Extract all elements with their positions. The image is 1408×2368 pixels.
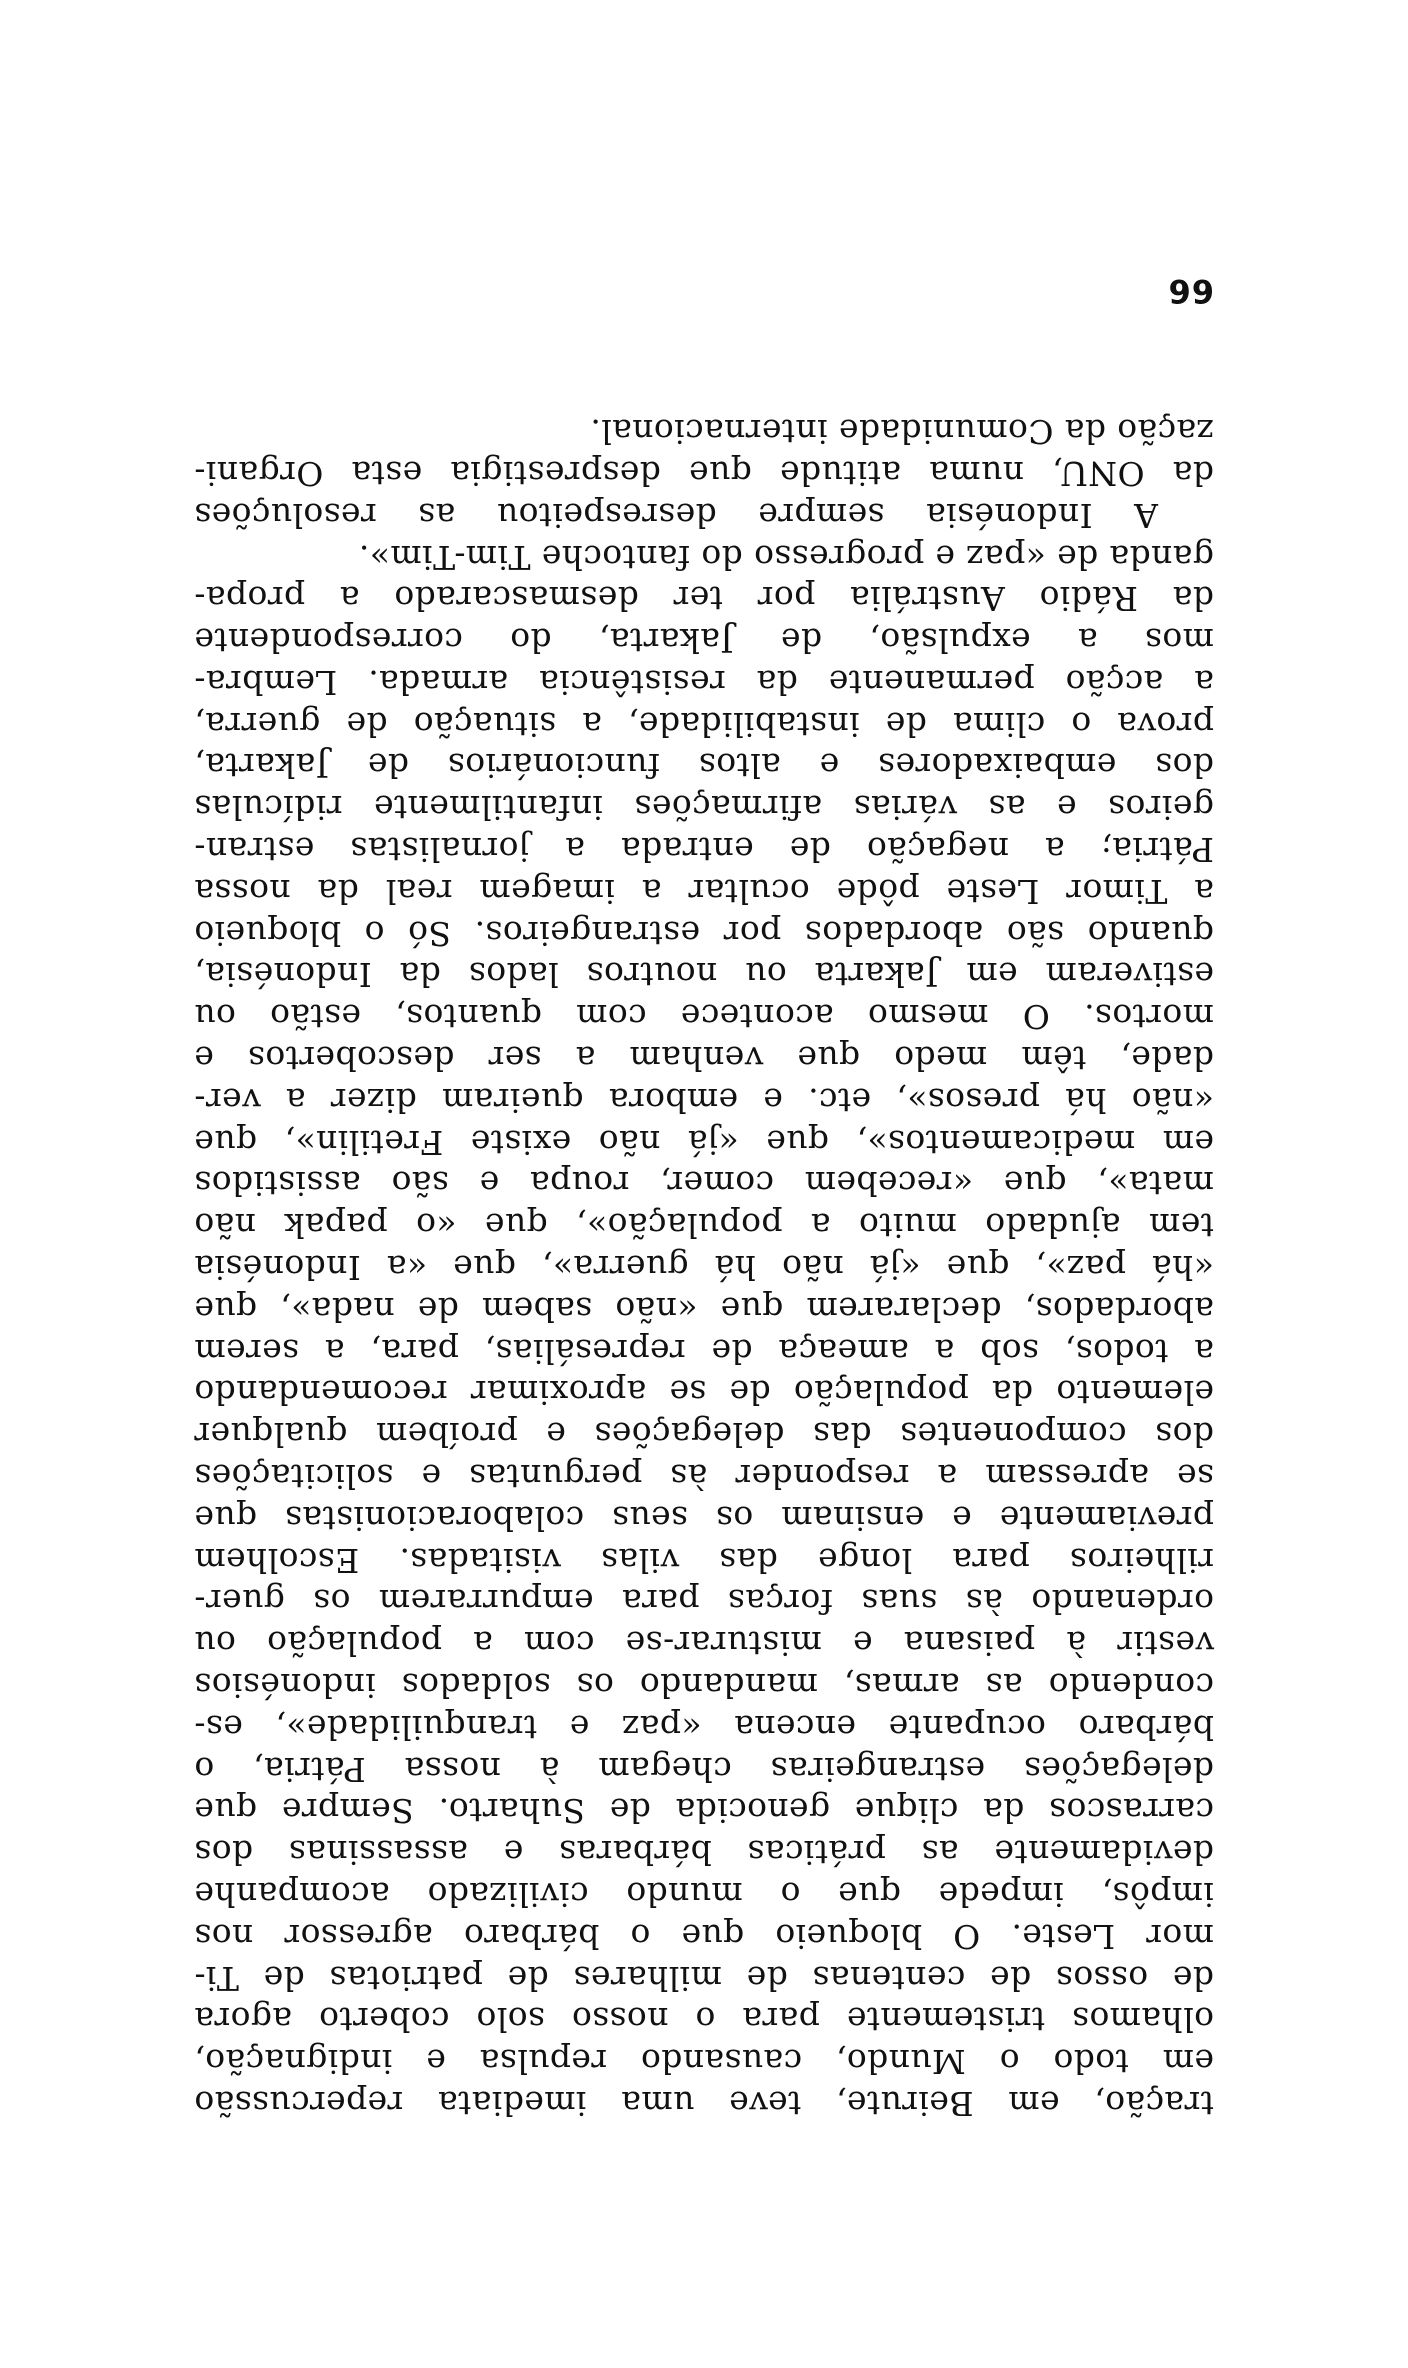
text-line: previamente e ensinam os seus colaboracionistas que xyxy=(194,1498,1214,1538)
text-line: carrascos da clique genocida de Suharto. Sempre que xyxy=(194,1791,1214,1831)
text-line: abordados, declararem que «não sabem de nada», que xyxy=(194,1289,1214,1329)
text-line: da ONU, numa atitude que desprestigia esta Organi- xyxy=(194,453,1214,493)
text-line: olhamos tristemente para o nosso solo coberto agora xyxy=(194,2000,1214,2040)
text-line: quando são abordados por estrangeiros. Só o bloqueio xyxy=(194,913,1214,953)
text-line: mata», que «recebem comer, roupa e são assistidos xyxy=(194,1164,1214,1204)
text-line: mor Leste. O bloqueio que o bárbaro agressor nos xyxy=(194,1916,1214,1956)
text-line: bárbaro ocupante encena «paz e tranquilidade», es- xyxy=(194,1707,1214,1747)
text-line: se apressam a responder às perguntas e solicitações xyxy=(194,1457,1214,1497)
text-line: prova o clima de instabilidade, a situação de guerra, xyxy=(194,704,1214,744)
text-line: rilheiros para longe das vilas visitadas. Escolhem xyxy=(194,1540,1214,1580)
text-line: tem ajudado muito a população», que «o papak não xyxy=(194,1206,1214,1246)
text-line: «há paz», que «já não há guerra», que «a Indonésia xyxy=(194,1248,1214,1288)
text-line: geiros e as várias afirmações infantilmente ridículas xyxy=(194,788,1214,828)
text-line: ganda de «paz e progresso do fantoche Tim-Tim». xyxy=(358,537,1214,577)
text-line: tração, em Beirute, teve uma imediata repercussão xyxy=(194,2084,1214,2123)
text-line: Pátria; a negação de entrada a jornalistas estran- xyxy=(194,830,1214,870)
text-line: em medicamentos», que «já não existe Fretilin», que xyxy=(194,1122,1214,1162)
text-line: condendo as armas, mandando os soldados indonésios xyxy=(194,1666,1214,1706)
text-line: mos a expulsão, de Jakarta, do correspondente xyxy=(194,621,1214,661)
text-line: impôs, impede que o mundo civilizado acompanhe xyxy=(194,1875,1214,1915)
text-line: de ossos de centenas de milhares de patriotas de Ti- xyxy=(194,1958,1214,1998)
text-line: «não há presos», etc. e embora queiram dizer a ver- xyxy=(194,1080,1214,1120)
body-text xyxy=(194,410,1214,2124)
text-line: delegações estrangeiras chegam à nossa Pátria, o xyxy=(194,1749,1214,1789)
text-line: a todos, sob a ameaça de represálias, para, a serem xyxy=(194,1331,1214,1371)
text-line: elemento da população de se aproximar recomendando xyxy=(194,1373,1214,1413)
text-line: estiveram em Jakarta ou noutros lados da Indonésia, xyxy=(194,955,1214,995)
text-line: zação da Comunidade internacional. xyxy=(589,412,1214,452)
text-line: dade, têm medo que venham a ser descobertos e xyxy=(194,1039,1214,1079)
text-line: em todo o Mundo, causando repulsa e indignação, xyxy=(194,2042,1214,2082)
text-line: da Rádio Austrália por ter desmascarado a propa- xyxy=(194,579,1214,619)
text-line: a Timor Leste pôde ocultar a imagem real da nossa xyxy=(194,871,1214,911)
text-line: devidamente as práticas bárbaras e assassinas dos xyxy=(194,1833,1214,1873)
page-number: 66 xyxy=(1167,272,1214,310)
text-line: dos componentes das delegações e proíbem qualquer xyxy=(194,1415,1214,1455)
text-line: ordenando às suas forças para empurrarem os guer- xyxy=(194,1582,1214,1622)
text-line: dos embaixadores e altos funcionários de Jakarta, xyxy=(194,746,1214,786)
text-line: A Indonésia sempre desrespeitou as resoluções xyxy=(194,495,1158,535)
text-line: a acção permanente da resistência armada. Lembra- xyxy=(194,662,1214,702)
text-line: vestir à paisana e misturar-se com a população ou xyxy=(194,1624,1214,1664)
text-line: mortos. O mesmo acontece com quantos, estão ou xyxy=(194,997,1214,1037)
